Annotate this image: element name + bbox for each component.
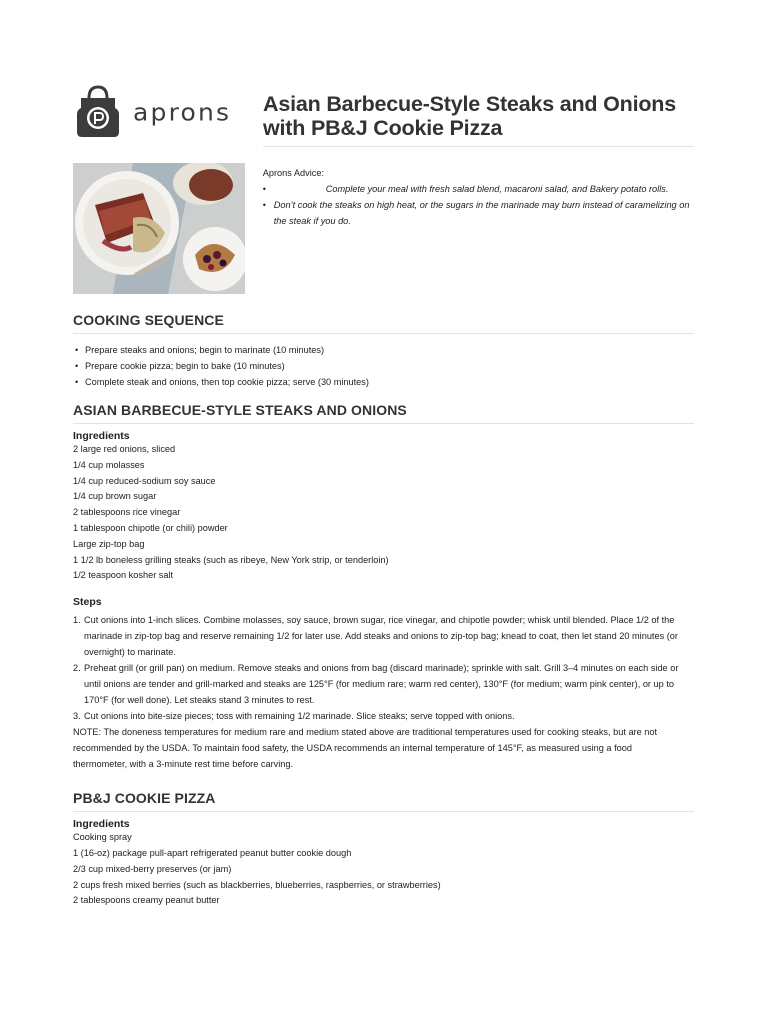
step-line: until onions are tender and grill-marked and steaks are 125°F (for medium rare; warm red center), 130°F (for medium; warm pink center), or up to	[84, 679, 674, 690]
section-divider	[73, 811, 694, 812]
ingredient: 1/4 cup molasses	[73, 459, 145, 470]
ingredient: 1/4 cup reduced-sodium soy sauce	[73, 475, 216, 486]
note-line: NOTE: The doneness temperatures for medium rare and medium stated above are traditional temperatures used for cooking steaks, but are not	[73, 727, 658, 738]
title-line-1: Asian Barbecue-Style Steaks and Onions	[263, 92, 676, 116]
steps-heading: Steps	[73, 596, 102, 609]
cooking-sequence-list	[73, 342, 694, 390]
ingredient: Large zip-top bag	[73, 538, 145, 549]
ingredients-heading: Ingredients	[73, 430, 130, 442]
step-line: Preheat grill (or grill pan) on medium. Remove steaks and onions from bag (discard marinade); sprinkle with salt. Grill 3–4 minutes on each side or	[84, 663, 679, 674]
logo-wordmark: aprons	[133, 98, 232, 126]
step-item	[73, 660, 694, 708]
step-line: Cut onions into 1-inch slices. Combine molasses, soy sauce, brown sugar, rice vinegar, and chipotle powder; whisk until blended. Place 1/2 of the	[84, 615, 675, 626]
recipe-header	[73, 82, 694, 148]
step-number: 3.	[73, 711, 81, 722]
pizza-ingredients	[73, 830, 694, 909]
ingredient: 1/2 teaspoon kosher salt	[73, 570, 174, 581]
ingredient: 1/4 cup brown sugar	[73, 491, 157, 502]
aprons-logo	[73, 82, 263, 142]
ingredient: 2/3 cup mixed-berry preserves (or jam)	[73, 863, 232, 874]
page-title	[263, 92, 676, 140]
advice-row	[73, 163, 694, 294]
note-line: thermometer, with a 3-minute rest time before carving.	[73, 759, 294, 770]
steaks-ingredients	[73, 442, 694, 584]
step-line: marinade in zip-top bag and reserve remaining 1/2 for later use. Add steaks and onions to zip-top bag; knead to coat, then let stand 20 minutes (or	[84, 631, 678, 642]
list-item: • Complete steak and onions, then top cookie pizza; serve (30 minutes)	[73, 374, 694, 390]
section-divider	[73, 423, 694, 424]
ingredient: 2 tablespoons rice vinegar	[73, 507, 181, 518]
recipe-photo	[73, 163, 245, 294]
advice-heading: Aprons Advice:	[262, 168, 325, 178]
ingredient: 1 tablespoon chipotle (or chili) powder	[73, 522, 228, 533]
step-number: 1.	[73, 615, 81, 626]
ingredient: 1 (16-oz) package pull-apart refrigerated peanut butter cookie dough	[73, 847, 352, 858]
recipe-page	[73, 82, 694, 909]
step-number: 2.	[73, 663, 81, 674]
step-item	[73, 708, 694, 724]
title-divider	[263, 146, 694, 147]
recipe-photo-image	[73, 163, 245, 294]
steaks-heading: ASIAN BARBECUE-STYLE STEAKS AND ONIONS	[73, 402, 407, 418]
apron-icon	[73, 84, 123, 140]
advice-list	[263, 181, 694, 229]
ingredient: 1 1/2 lb boneless grilling steaks (such as ribeye, New York strip, or tenderloin)	[73, 554, 389, 565]
title-line-2: with PB&J Cookie Pizza	[263, 116, 503, 140]
step-line: overnight) to marinate.	[84, 647, 176, 658]
advice-item: • Complete your meal with fresh salad blend, macaroni salad, and Bakery potato rolls.	[263, 181, 694, 197]
aprons-advice	[263, 165, 694, 294]
ingredient: Cooking spray	[73, 832, 132, 843]
ingredient: 2 large red onions, sliced	[73, 444, 176, 454]
step-line: Cut onions into bite-size pieces; toss with remaining 1/2 marinade. Slice steaks; serve topped with onions.	[84, 711, 515, 722]
note-line: recommended by the USDA. To maintain food safety, the USDA recommends an internal temperature of 145°F, as measured using a food	[73, 743, 632, 754]
ingredients-heading: Ingredients	[73, 818, 130, 831]
section-divider	[73, 333, 694, 334]
step-line: 170°F (for well done). Let steaks stand 3 minutes to rest.	[84, 695, 315, 706]
step-item	[73, 612, 694, 660]
pizza-heading: PB&J COOKIE PIZZA	[73, 790, 216, 807]
ingredient: 2 cups fresh mixed berries (such as blackberries, blueberries, raspberries, or strawberries)	[73, 879, 441, 890]
ingredient: 2 tablespoons creamy peanut butter	[73, 895, 220, 906]
steaks-steps	[73, 612, 694, 724]
doneness-note	[73, 724, 694, 772]
list-item: • Prepare cookie pizza; begin to bake (10 minutes)	[73, 358, 694, 374]
list-item: • Prepare steaks and onions; begin to marinate (10 minutes)	[73, 342, 694, 358]
cooking-sequence-heading: COOKING SEQUENCE	[73, 312, 224, 328]
advice-item: • Don’t cook the steaks on high heat, or the sugars in the marinade may burn instead of caramelizing on the steak if you do.	[263, 197, 694, 229]
